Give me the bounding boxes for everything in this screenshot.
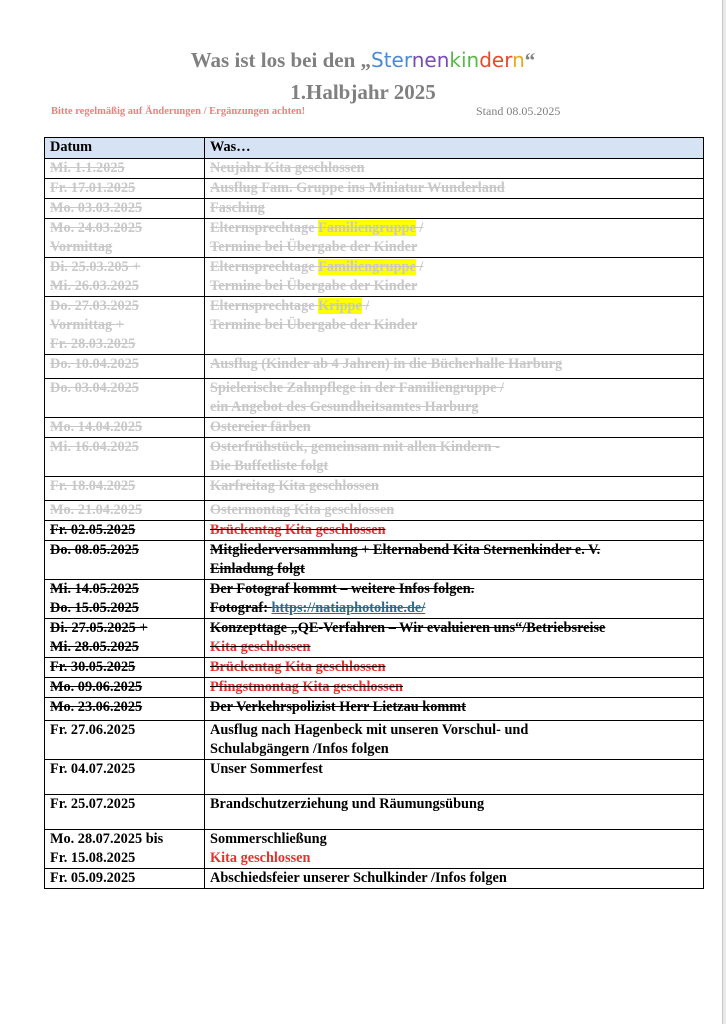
- cell-date: [45, 199, 205, 219]
- table-row: [45, 159, 704, 179]
- what-line: [210, 521, 698, 540]
- title-name: Sternenkindern: [371, 48, 525, 72]
- table-row: [45, 199, 704, 219]
- date-line: Mo. 23.06.2025: [50, 699, 143, 715]
- closed-notice: Kita geschlossen: [210, 639, 311, 655]
- cell-date: [45, 760, 205, 795]
- table-row: [45, 619, 704, 658]
- date-line: Vormittag +: [50, 317, 124, 333]
- cell-what: [205, 477, 704, 501]
- table-row: [45, 477, 704, 501]
- what-text: Elternsprechtage: [210, 259, 319, 275]
- closed-notice: Brückentag Kita geschlossen: [210, 522, 386, 538]
- table-row: [45, 179, 704, 199]
- what-text: Schulabgängern /Infos folgen: [210, 741, 389, 757]
- what-line: [210, 580, 698, 599]
- date-line: Fr. 15.08.2025: [50, 850, 136, 866]
- date-line: Mo. 28.07.2025 bis: [50, 831, 164, 847]
- document-title: [0, 44, 726, 108]
- date-line: Mi. 1.1.2025: [50, 160, 125, 176]
- what-line: [210, 219, 698, 238]
- date-line: Mi. 26.03.2025: [50, 278, 139, 294]
- what-line: [210, 238, 698, 257]
- cell-what: [205, 521, 704, 541]
- what-text: Fotograf:: [210, 600, 272, 616]
- date-line: Mo. 14.04.2025: [50, 419, 143, 435]
- what-line: [210, 457, 698, 476]
- date-line: Mo. 03.03.2025: [50, 200, 143, 216]
- cell-what: [205, 418, 704, 438]
- cell-date: [45, 795, 205, 830]
- date-line: Fr. 04.07.2025: [50, 761, 136, 777]
- cell-date: [45, 830, 205, 869]
- what-line: [210, 560, 698, 579]
- what-text: Unser Sommerfest: [210, 761, 323, 777]
- what-text: Spielerische Zahnpflege in der Familiengruppe /: [210, 380, 505, 396]
- what-line: [210, 849, 698, 868]
- what-line: [210, 599, 698, 618]
- date-line: Fr. 30.05.2025: [50, 659, 136, 675]
- highlight-text: Krippe: [318, 298, 362, 314]
- date-line: Do. 10.04.2025: [50, 356, 139, 372]
- table-row: [45, 418, 704, 438]
- cell-what: [205, 219, 704, 258]
- cell-date: [45, 355, 205, 379]
- table-row: [45, 541, 704, 580]
- what-line: [210, 277, 698, 296]
- what-text: Termine bei Übergabe der Kinder: [210, 278, 418, 294]
- what-line: [210, 678, 698, 697]
- what-line: [210, 795, 698, 814]
- what-text: Elternsprechtage: [210, 220, 319, 236]
- document-subtitle: 1.Halbjahr 2025: [290, 80, 436, 104]
- what-line: [210, 740, 698, 759]
- what-text: Elternsprechtage: [210, 298, 319, 314]
- date-line: Mi. 16.04.2025: [50, 439, 139, 455]
- date-line: Mo. 09.06.2025: [50, 679, 143, 695]
- cell-date: [45, 869, 205, 889]
- what-text: Brandschutzerziehung und Räumungsübung: [210, 796, 485, 812]
- what-line: [210, 869, 698, 888]
- table-row: [45, 795, 704, 830]
- cell-what: [205, 379, 704, 418]
- what-text: Sommerschließung: [210, 831, 327, 847]
- update-note: Bitte regelmäßig auf Änderungen / Ergänzungen achten!: [51, 106, 306, 117]
- what-text: Neujahr Kita geschlossen: [210, 160, 365, 176]
- what-text: Fasching: [210, 200, 265, 216]
- date-line: Mo. 24.03.2025: [50, 220, 143, 236]
- what-line: [210, 541, 698, 560]
- what-line: [210, 258, 698, 277]
- cell-what: [205, 721, 704, 760]
- cell-date: [45, 678, 205, 698]
- what-text: Der Verkehrspolizist Herr Lietzau kommt: [210, 699, 466, 715]
- cell-date: [45, 258, 205, 297]
- closed-notice: Brückentag Kita geschlossen: [210, 659, 386, 675]
- date-line: Mo. 21.04.2025: [50, 502, 143, 518]
- what-text: Ausflug nach Hagenbeck mit unseren Vorschul- und: [210, 722, 529, 738]
- table-row: [45, 830, 704, 869]
- cell-date: [45, 541, 205, 580]
- cell-date: [45, 521, 205, 541]
- date-line: Fr. 28.03.2025: [50, 336, 136, 352]
- what-line: [210, 418, 698, 437]
- table-row: [45, 760, 704, 795]
- highlight-text: Familiengruppe: [318, 259, 416, 275]
- cell-what: [205, 179, 704, 199]
- table-row: [45, 658, 704, 678]
- what-text: Ausflug (Kinder ab 4 Jahren) in die Bücherhalle Harburg: [210, 356, 563, 372]
- what-text: Termine bei Übergabe der Kinder: [210, 239, 418, 255]
- date-line: Di. 25.03.205 +: [50, 259, 141, 275]
- what-line: [210, 619, 698, 638]
- what-line: [210, 159, 698, 178]
- header-datum: Datum: [45, 138, 205, 159]
- date-line: Vormittag: [50, 239, 113, 255]
- what-text: /: [361, 298, 370, 314]
- cell-date: [45, 438, 205, 477]
- what-line: [210, 438, 698, 457]
- what-text: Karfreitag Kita geschlossen: [210, 478, 379, 494]
- table-row: [45, 580, 704, 619]
- cell-date: [45, 297, 205, 355]
- what-line: [210, 638, 698, 657]
- what-text: Osterfrühstück, gemeinsam mit allen Kindern -: [210, 439, 500, 455]
- cell-what: [205, 258, 704, 297]
- events-table: [44, 137, 704, 889]
- cell-what: [205, 438, 704, 477]
- cell-what: [205, 501, 704, 521]
- what-text: Mitgliederversammlung + Elternabend Kita Sternenkinder e. V.: [210, 542, 601, 558]
- what-line: [210, 658, 698, 677]
- what-line: [210, 760, 698, 779]
- cell-what: [205, 199, 704, 219]
- what-line: [210, 398, 698, 417]
- what-text: Einladung folgt: [210, 561, 305, 577]
- what-text: Abschiedsfeier unserer Schulkinder /Infos folgen: [210, 870, 507, 886]
- what-line: [210, 179, 698, 198]
- date-line: Fr. 27.06.2025: [50, 722, 136, 738]
- date-line: Fr. 17.01.2025: [50, 180, 136, 196]
- table-header-row: [45, 138, 704, 159]
- cell-what: [205, 795, 704, 830]
- title-prefix: Was ist los bei den „: [190, 48, 372, 72]
- table-row: [45, 258, 704, 297]
- cell-date: [45, 658, 205, 678]
- cell-date: [45, 698, 205, 721]
- what-line: [210, 830, 698, 849]
- cell-what: [205, 355, 704, 379]
- what-line: [210, 379, 698, 398]
- what-line: [210, 199, 698, 218]
- date-line: Fr. 25.07.2025: [50, 796, 136, 812]
- what-line: [210, 501, 698, 520]
- cell-date: [45, 179, 205, 199]
- cell-date: [45, 619, 205, 658]
- what-text: Ausflug Fam. Gruppe ins Miniatur Wunderland: [210, 180, 505, 196]
- date-line: Do. 27.03.2025: [50, 298, 139, 314]
- table-row: [45, 219, 704, 258]
- what-text: Ostermontag Kita geschlossen: [210, 502, 395, 518]
- what-text: /: [415, 259, 424, 275]
- cell-what: [205, 297, 704, 355]
- what-line: [210, 297, 698, 316]
- photographer-link[interactable]: https://natiaphotoline.de/: [271, 600, 426, 616]
- what-text: Termine bei Übergabe der Kinder: [210, 317, 418, 333]
- what-text: /: [415, 220, 424, 236]
- what-line: [210, 316, 698, 335]
- stand-date: Stand 08.05.2025: [476, 104, 561, 118]
- date-line: Mi. 14.05.2025: [50, 581, 139, 597]
- cell-what: [205, 760, 704, 795]
- table-row: [45, 721, 704, 760]
- table-row: [45, 678, 704, 698]
- table-row: [45, 297, 704, 355]
- cell-date: [45, 477, 205, 501]
- cell-what: [205, 698, 704, 721]
- cell-date: [45, 219, 205, 258]
- table-row: [45, 379, 704, 418]
- cell-what: [205, 159, 704, 179]
- what-text: Ostereier färben: [210, 419, 311, 435]
- cell-date: [45, 501, 205, 521]
- cell-date: [45, 159, 205, 179]
- cell-what: [205, 678, 704, 698]
- date-line: Do. 15.05.2025: [50, 600, 139, 616]
- what-text: Die Buffetliste folgt: [210, 458, 329, 474]
- highlight-text: Familiengruppe: [318, 220, 416, 236]
- table-row: [45, 698, 704, 721]
- what-line: [210, 477, 698, 496]
- header-was: Was…: [205, 138, 704, 159]
- table-row: [45, 501, 704, 521]
- cell-date: [45, 379, 205, 418]
- cell-what: [205, 541, 704, 580]
- cell-what: [205, 619, 704, 658]
- what-text: ein Angebot des Gesundheitsamtes Harburg: [210, 399, 479, 415]
- closed-notice: Pfingstmontag Kita geschlossen: [210, 679, 404, 695]
- cell-what: [205, 869, 704, 889]
- what-text: Der Fotograf kommt – weitere Infos folgen.: [210, 581, 475, 597]
- date-line: Do. 08.05.2025: [50, 542, 139, 558]
- cell-date: [45, 418, 205, 438]
- date-line: Do. 03.04.2025: [50, 380, 139, 396]
- date-line: Fr. 18.04.2025: [50, 478, 136, 494]
- what-line: [210, 721, 698, 740]
- date-line: Mi. 28.05.2025: [50, 639, 139, 655]
- title-suffix: “: [524, 48, 536, 72]
- table-row: [45, 438, 704, 477]
- what-text: Konzepttage „QE-Verfahren – Wir evaluieren uns“/Betriebsreise: [210, 620, 606, 636]
- date-line: Fr. 05.09.2025: [50, 870, 136, 886]
- date-line: Fr. 02.05.2025: [50, 522, 136, 538]
- table-row: [45, 355, 704, 379]
- what-line: [210, 355, 698, 374]
- what-line: [210, 698, 698, 717]
- table-row: [45, 521, 704, 541]
- cell-date: [45, 721, 205, 760]
- closed-notice: Kita geschlossen: [210, 850, 311, 866]
- cell-what: [205, 580, 704, 619]
- date-line: Di. 27.05.2025 +: [50, 620, 148, 636]
- table-row: [45, 869, 704, 889]
- cell-what: [205, 658, 704, 678]
- cell-what: [205, 830, 704, 869]
- cell-date: [45, 580, 205, 619]
